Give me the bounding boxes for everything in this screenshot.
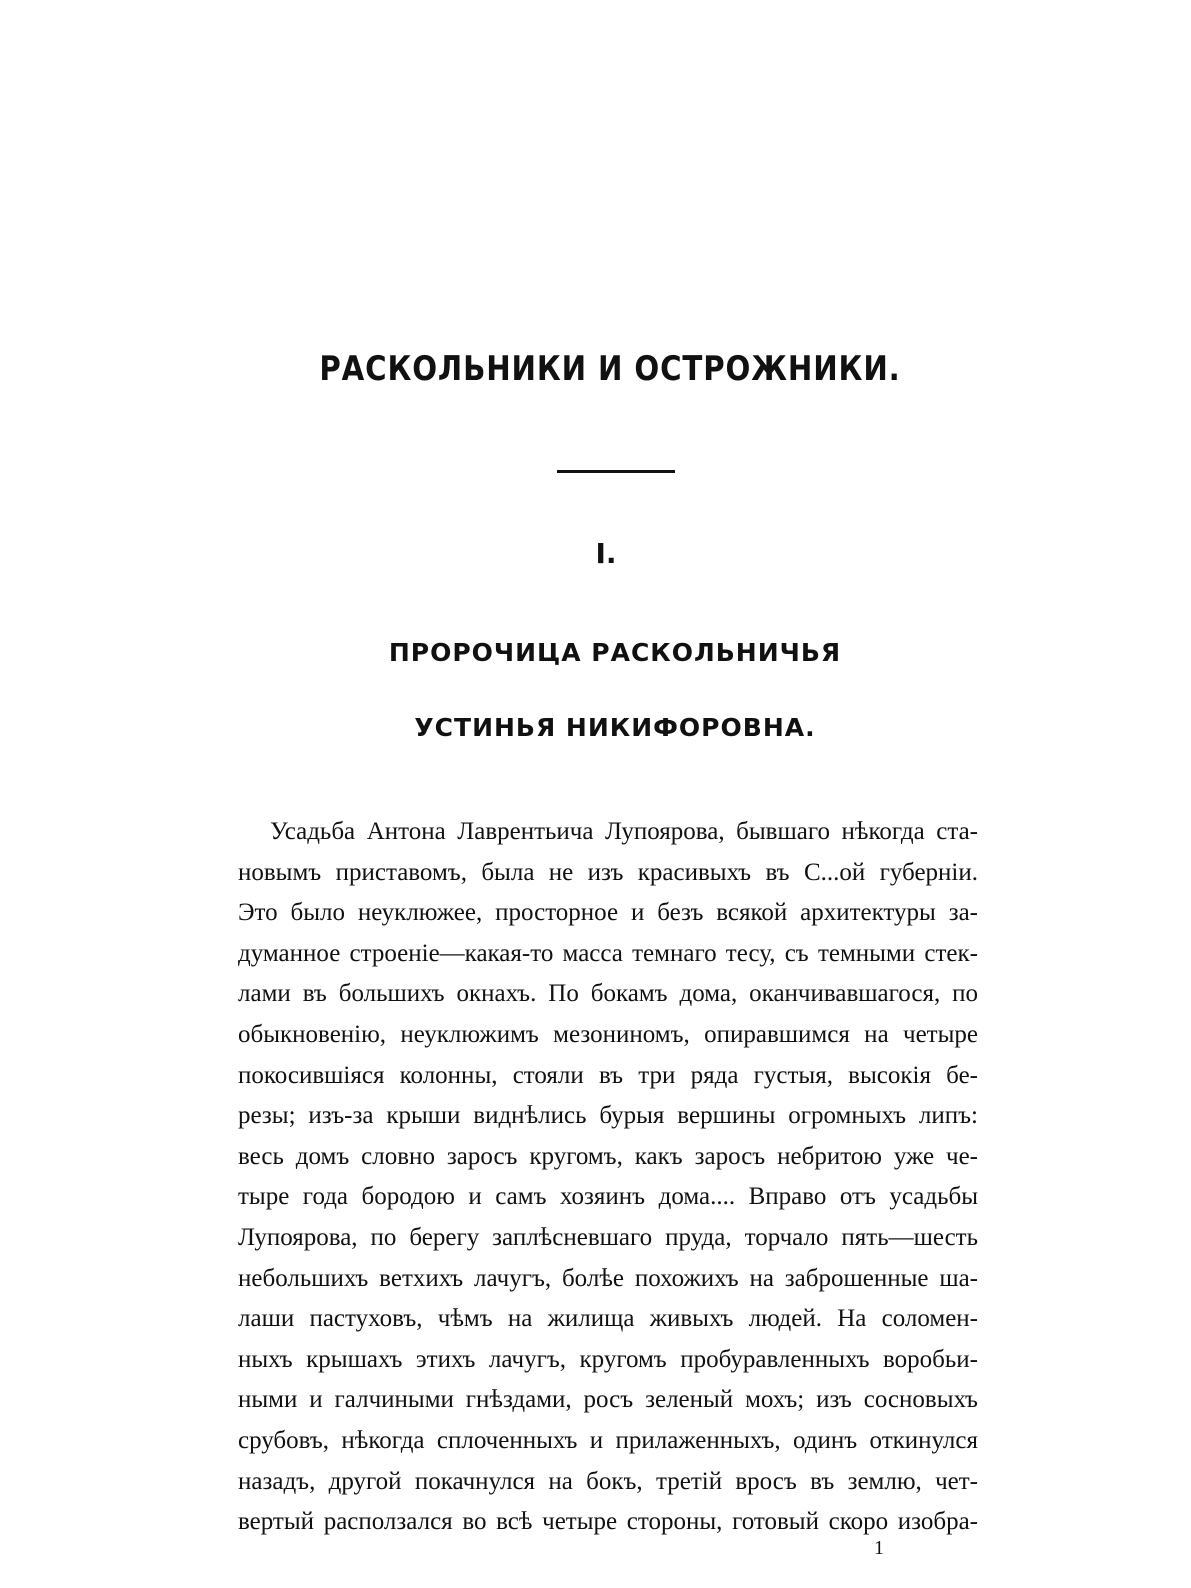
text-line: Усадьба Антона Лаврентьича Лупоярова, бывшаго нѣкогда ста- (270, 818, 978, 845)
text-line: весь домъ словно заросъ кругомъ, какъ заросъ небритою уже че- (238, 1142, 978, 1170)
text-line: назадъ, другой покачнулся на бокъ, третій вросъ въ землю, чет- (238, 1467, 978, 1495)
chapter-number: I. (595, 537, 617, 570)
text-line: лаши пастуховъ, чѣмъ на жилища живыхъ людей. На соломен- (238, 1305, 978, 1333)
book-title: РАСКОЛЬНИКИ И ОСТРОЖНИКИ. (319, 349, 901, 389)
text-line: ныхъ крышахъ этихъ лачугъ, кругомъ пробуравленныхъ воробьи- (238, 1345, 978, 1373)
text-line: ными и галчиными гнѣздами, росъ зеленый мохъ; изъ сосновыхъ (238, 1386, 978, 1414)
text-line: срубовъ, нѣкогда сплоченныхъ и прилаженныхъ, одинъ откинулся (238, 1426, 978, 1454)
title-divider-rule (557, 470, 675, 473)
chapter-title-line-1: ПРОРОЧИЦА РАСКОЛЬНИЧЬЯ (388, 638, 842, 667)
text-line: тыре года бородою и самъ хозяинъ дома.... Вправо отъ усадьбы (238, 1183, 978, 1211)
text-line: резы; изъ-за крыши виднѣлись бурыя вершины огромныхъ липъ: (238, 1102, 978, 1130)
text-line: вертый расползался во всѣ четыре стороны, готовый скоро изобра- (238, 1508, 978, 1536)
chapter-title-line-2: УСТИНЬЯ НИКИФОРОВНА. (414, 713, 816, 742)
text-line: лами въ большихъ окнахъ. По бокамъ дома, оканчивавшагося, по (238, 980, 978, 1008)
body-paragraph (238, 812, 978, 1543)
text-line: покосившіяся колонны, стояли въ три ряда густыя, высокія бе- (238, 1061, 978, 1089)
text-line: новымъ приставомъ, была не изъ красивыхъ въ С...ой губерніи. (238, 858, 978, 886)
text-line: обыкновенію, неуклюжимъ мезониномъ, опиравшимся на четыре (238, 1020, 978, 1048)
page-number: 1 (874, 1537, 884, 1559)
text-line: думанное строеніе—какая-то масса темнаго тесу, съ темными стек- (238, 939, 978, 967)
text-line: Это было неуклюжее, просторное и безъ всякой архитектуры за- (238, 899, 978, 927)
text-line: Лупоярова, по берегу заплѣсневшаго пруда, торчало пять—шесть (238, 1223, 978, 1251)
text-line: небольшихъ ветхихъ лачугъ, болѣе похожихъ на заброшенные ша- (238, 1264, 978, 1292)
